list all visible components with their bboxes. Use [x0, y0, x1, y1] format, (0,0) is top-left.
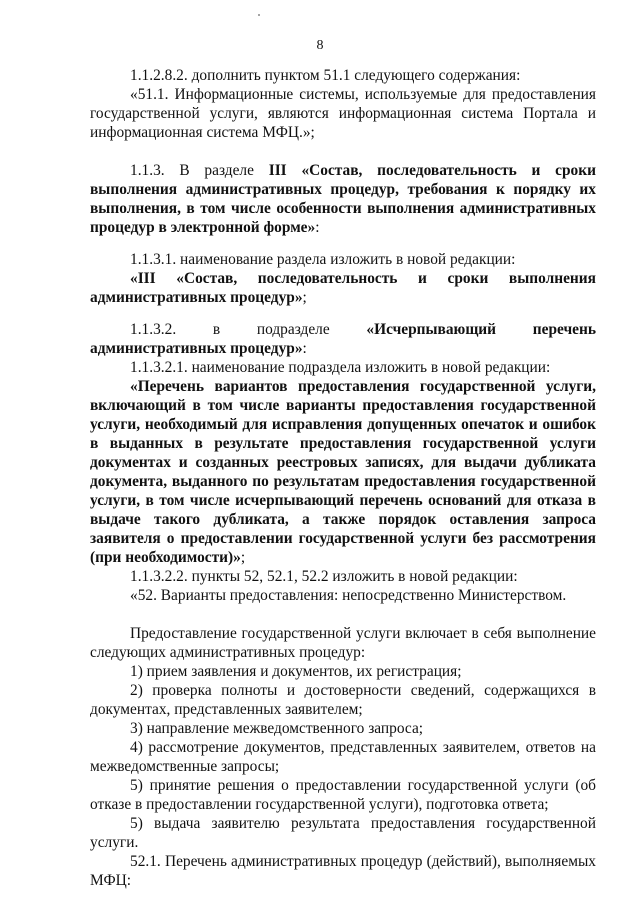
paragraph-1-1-3-suffix: :	[315, 219, 320, 236]
section-iii-new-title-text: «III «Состав, последовательность и сроки выполнения административных процедур»	[90, 270, 596, 306]
paragraph-1-1-3-prefix: 1.1.3. В разделе	[130, 162, 269, 179]
subsection-new-title-suffix: ;	[240, 549, 246, 566]
paragraph-1-1-2-8-2: 1.1.2.8.2. дополнить пунктом 51.1 следующего содержания:	[130, 67, 521, 84]
paragraph-52-1: 52.1. Перечень административных процедур (действий), выполняемых МФЦ:	[90, 853, 596, 889]
section-iii-title: III «Состав, последовательность и сроки выполнения административных процедур, требования к порядку их выполнения, в том числе особенности выполнения административных процедур в электронной форме»	[90, 162, 596, 236]
subsection-title: «Исчерпывающий перечень административных процедур»	[90, 321, 596, 357]
section-iii-new-title-suffix: ;	[302, 289, 307, 306]
procedure-item-6: 5) выдача заявителю результата предоставления государственной услуги.	[90, 815, 596, 851]
procedure-item-1: 1) прием заявления и документов, их регистрация;	[130, 663, 462, 680]
procedure-item-3: 3) направление межведомственного запроса;	[130, 720, 424, 737]
paragraph-1-1-3-2-prefix: 1.1.3.2. в подразделе	[130, 321, 367, 338]
procedure-item-5: 5) принятие решения о предоставлении государственной услуги (об отказе в предоставлении государственной услуги), подготовка ответа;	[90, 777, 596, 813]
paragraph-1-1-3	[90, 161, 596, 237]
paragraph-1-1-3-2-suffix: :	[302, 340, 307, 357]
section-iii-new-title	[90, 269, 596, 307]
document-body	[90, 66, 596, 890]
paragraph-52: «52. Варианты предоставления: непосредственно Министерством.	[130, 587, 567, 604]
page-number: 8	[316, 38, 324, 53]
scan-speck	[258, 14, 260, 16]
subsection-new-title-text: «Перечень вариантов предоставления государственной услуги, включающий в том числе варианты предоставления государственной услуги, необходимый для исправления допущенных опечаток и ошибок в выданных в результате предоставления государственной услуги документах и созданных реестровых записях, для выдачи дубликата документа, выданного по результатам предоставления государственной услуги, в том числе исчерпывающий перечень оснований для отказа в выдаче такого дубликата, а также порядок оставления запроса заявителя о предоставлении государственной услуги без рассмотрения (при необходимости)»	[90, 378, 596, 566]
paragraph-1-1-3-2-1: 1.1.3.2.1. наименование подраздела изложить в новой редакции:	[130, 359, 551, 376]
paragraph-1-1-3-2-2: 1.1.3.2.2. пункты 52, 52.1, 52.2 изложить в новой редакции:	[130, 568, 518, 585]
paragraph-procedures-intro: Предоставление государственной услуги включает в себя выполнение следующих административных процедур:	[90, 625, 596, 661]
procedure-item-4: 4) рассмотрение документов, представленных заявителем, ответов на межведомственные запросы;	[90, 739, 596, 775]
paragraph-51-1-quote: «51.1. Информационные системы, используемые для предоставления государственной услуги, являются информационная система Портала и информационная система МФЦ.»;	[90, 86, 596, 141]
procedure-item-2: 2) проверка полноты и достоверности сведений, содержащихся в документах, представленных заявителем;	[90, 682, 596, 718]
paragraph-1-1-3-1: 1.1.3.1. наименование раздела изложить в новой редакции:	[130, 251, 516, 268]
paragraph-1-1-3-2	[90, 320, 596, 358]
subsection-new-title	[90, 377, 596, 567]
